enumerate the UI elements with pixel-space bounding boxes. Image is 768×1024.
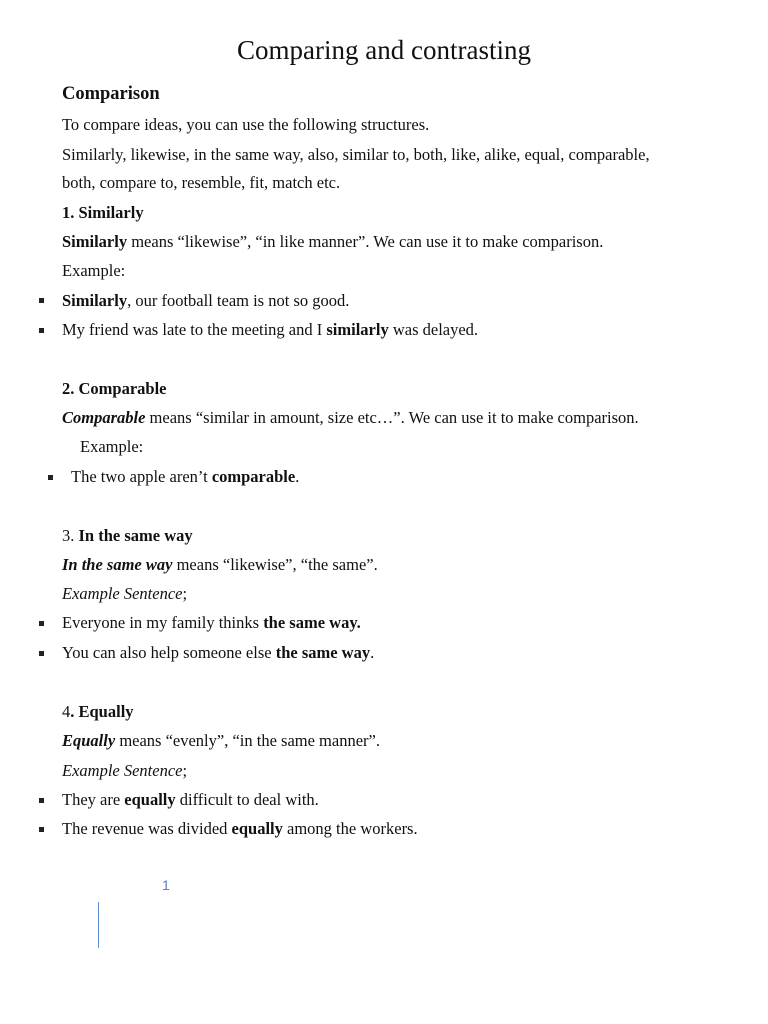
section-4-example-label (62, 761, 187, 781)
section-3-example-2 (62, 643, 374, 663)
section-3-definition (62, 555, 378, 575)
bullet-icon (39, 798, 44, 803)
section-4-example-label-sep: ; (182, 761, 188, 780)
section-3-term: In the same way (62, 555, 173, 574)
section-1-example-label: Example: (62, 261, 126, 280)
intro-text: To compare ideas, you can use the following structures. (62, 115, 430, 134)
bullet-icon (39, 328, 44, 333)
section-2-term: Comparable (62, 408, 146, 427)
section-3-example-label-text: Example Sentence (62, 584, 183, 603)
page-number: 1 (162, 877, 170, 893)
document-title: Comparing and contrasting (237, 35, 531, 65)
section-3-example-1-bold: the same way. (263, 613, 361, 632)
bullet-icon (39, 298, 44, 303)
section-2-example-1-bold: comparable (211, 467, 296, 486)
section-2-example-1 (71, 467, 299, 487)
bullet-icon (48, 475, 53, 480)
section-1-example-2-post: was delayed. (388, 320, 479, 339)
section-4-example-1-pre: They are (62, 790, 125, 809)
section-1-example-1 (62, 291, 349, 311)
section-1-heading: 1. Similarly (62, 203, 144, 222)
section-2-definition-text: means “similar in amount, size etc…”. We can use it to make comparison. (145, 408, 639, 427)
section-3-example-1 (62, 613, 361, 633)
section-3-example-1-pre: Everyone in my family thinks (62, 613, 264, 632)
section-4-example-label-text: Example Sentence (62, 761, 183, 780)
section-4-definition-text: means “evenly”, “in the same manner”. (115, 731, 380, 750)
section-1-example-1-bold: Similarly (62, 291, 128, 310)
section-3-heading (62, 526, 193, 546)
section-3-example-label-sep: ; (182, 584, 188, 603)
section-3-example-2-bold: the same way (275, 643, 371, 662)
section-4-definition (62, 731, 380, 751)
section-4-example-2-bold: equally (231, 819, 283, 838)
section-4-heading-text: . Equally (70, 702, 134, 721)
section-1-example-2-bold: similarly (326, 320, 389, 339)
footer-divider (98, 902, 99, 948)
structures-line-2: both, compare to, resemble, fit, match etc. (62, 173, 341, 192)
section-3-heading-num: 3. (62, 526, 79, 545)
section-1-example-2 (62, 320, 478, 340)
comparison-heading: Comparison (62, 84, 160, 104)
section-4-example-2-post: among the workers. (282, 819, 418, 838)
section-4-heading (62, 702, 134, 722)
section-4-example-2-pre: The revenue was divided (62, 819, 232, 838)
section-3-definition-text: means “likewise”, “the same”. (172, 555, 378, 574)
structures-line-1: Similarly, likewise, in the same way, also, similar to, both, like, alike, equal, comparable, (62, 145, 650, 164)
section-1-example-2-pre: My friend was late to the meeting and I (62, 320, 327, 339)
section-1-example-1-text: , our football team is not so good. (127, 291, 350, 310)
section-4-example-1-post: difficult to deal with. (175, 790, 319, 809)
section-2-example-label: Example: (80, 437, 144, 456)
section-1-definition-text: means “likewise”, “in like manner”. We can use it to make comparison. (127, 232, 604, 251)
section-3-example-label (62, 584, 187, 604)
section-2-example-1-pre: The two apple aren’t (71, 467, 212, 486)
section-4-term: Equally (62, 731, 116, 750)
section-4-example-2 (62, 819, 418, 839)
section-4-example-1-bold: equally (124, 790, 176, 809)
bullet-icon (39, 621, 44, 626)
section-1-term: Similarly (62, 232, 128, 251)
section-1-definition (62, 232, 603, 252)
section-3-example-2-post: . (370, 643, 375, 662)
section-4-heading-num: 4 (62, 702, 71, 721)
bullet-icon (39, 651, 44, 656)
bullet-icon (39, 827, 44, 832)
section-2-heading: 2. Comparable (62, 379, 167, 398)
section-3-heading-text: In the same way (78, 526, 193, 545)
section-2-example-1-post: . (295, 467, 300, 486)
section-3-example-2-pre: You can also help someone else (62, 643, 276, 662)
section-2-definition (62, 408, 639, 428)
section-4-example-1 (62, 790, 319, 810)
